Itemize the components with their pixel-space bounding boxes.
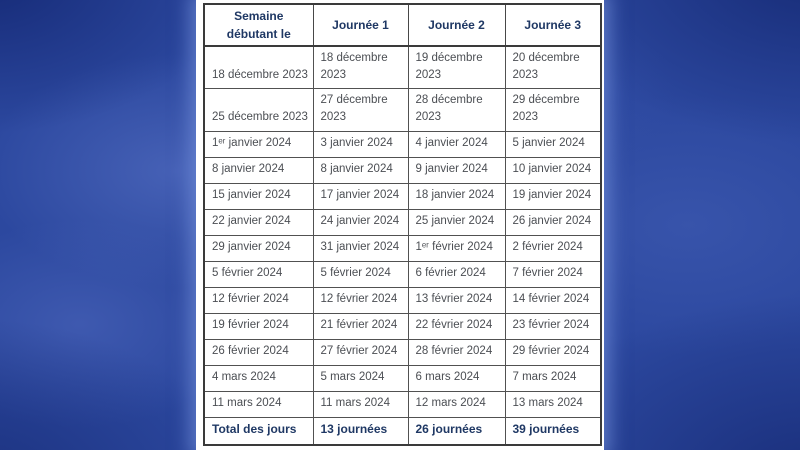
total-row: [204, 417, 601, 445]
table-row: [204, 287, 601, 313]
total-day2: 26 journées: [408, 417, 505, 445]
schedule-table: [203, 3, 602, 446]
table-cell: 5 février 2024: [313, 261, 408, 287]
table-cell: 9 janvier 2024: [408, 157, 505, 183]
table-cell: 22 février 2024: [408, 313, 505, 339]
table-cell: 19 février 2024: [204, 313, 313, 339]
table-row: [204, 131, 601, 157]
table-row: [204, 313, 601, 339]
table-cell: 12 février 2024: [313, 287, 408, 313]
table-cell: 28 février 2024: [408, 339, 505, 365]
table-cell: 8 janvier 2024: [204, 157, 313, 183]
table-cell: 7 mars 2024: [505, 365, 601, 391]
table-cell: 5 janvier 2024: [505, 131, 601, 157]
table-row: [204, 235, 601, 261]
total-day3: 39 journées: [505, 417, 601, 445]
table-cell: 6 mars 2024: [408, 365, 505, 391]
table-cell: 25 décembre 2023: [204, 89, 313, 131]
table-cell: 29 janvier 2024: [204, 235, 313, 261]
table-row: [204, 339, 601, 365]
table-cell: 29 décembre 2023: [505, 89, 601, 131]
table-cell: 10 janvier 2024: [505, 157, 601, 183]
table-row: [204, 391, 601, 417]
table-cell: 2 février 2024: [505, 235, 601, 261]
table-cell: 19 décembre 2023: [408, 46, 505, 89]
table-cell: 22 janvier 2024: [204, 209, 313, 235]
table-cell: 18 décembre 2023: [204, 46, 313, 89]
total-day1: 13 journées: [313, 417, 408, 445]
table-cell: 25 janvier 2024: [408, 209, 505, 235]
table-cell: 24 janvier 2024: [313, 209, 408, 235]
column-header-week: Semaine débutant le: [204, 4, 313, 46]
table-cell: 12 mars 2024: [408, 391, 505, 417]
table-cell: 15 janvier 2024: [204, 183, 313, 209]
table-row: [204, 157, 601, 183]
table-cell: 5 mars 2024: [313, 365, 408, 391]
table-row: [204, 209, 601, 235]
table-cell: 11 mars 2024: [204, 391, 313, 417]
table-cell: 28 décembre 2023: [408, 89, 505, 131]
table-row: [204, 46, 601, 89]
table-cell: 26 février 2024: [204, 339, 313, 365]
table-cell: 1ᵉʳ janvier 2024: [204, 131, 313, 157]
table-cell: 13 février 2024: [408, 287, 505, 313]
table-cell: 14 février 2024: [505, 287, 601, 313]
table-cell: 13 mars 2024: [505, 391, 601, 417]
table-row: [204, 261, 601, 287]
table-cell: 4 janvier 2024: [408, 131, 505, 157]
table-cell: 27 février 2024: [313, 339, 408, 365]
table-cell: 29 février 2024: [505, 339, 601, 365]
column-header-day2: Journée 2: [408, 4, 505, 46]
table-cell: 21 février 2024: [313, 313, 408, 339]
table-cell: 23 février 2024: [505, 313, 601, 339]
table-cell: 18 janvier 2024: [408, 183, 505, 209]
table-row: [204, 365, 601, 391]
table-cell: 31 janvier 2024: [313, 235, 408, 261]
table-cell: 19 janvier 2024: [505, 183, 601, 209]
column-header-day1: Journée 1: [313, 4, 408, 46]
table-body: [204, 46, 601, 417]
table-cell: 1ᵉʳ février 2024: [408, 235, 505, 261]
content-panel: [196, 0, 604, 450]
table-cell: 20 décembre 2023: [505, 46, 601, 89]
table-cell: 17 janvier 2024: [313, 183, 408, 209]
table-row: [204, 183, 601, 209]
table-cell: 11 mars 2024: [313, 391, 408, 417]
table-cell: 5 février 2024: [204, 261, 313, 287]
table-cell: 6 février 2024: [408, 261, 505, 287]
table-row: [204, 89, 601, 131]
table-cell: 12 février 2024: [204, 287, 313, 313]
table-cell: 7 février 2024: [505, 261, 601, 287]
header-row: [204, 4, 601, 46]
table-cell: 4 mars 2024: [204, 365, 313, 391]
table-cell: 27 décembre 2023: [313, 89, 408, 131]
total-label: Total des jours: [204, 417, 313, 445]
table-cell: 18 décembre 2023: [313, 46, 408, 89]
table-cell: 26 janvier 2024: [505, 209, 601, 235]
column-header-day3: Journée 3: [505, 4, 601, 46]
table-cell: 8 janvier 2024: [313, 157, 408, 183]
table-cell: 3 janvier 2024: [313, 131, 408, 157]
